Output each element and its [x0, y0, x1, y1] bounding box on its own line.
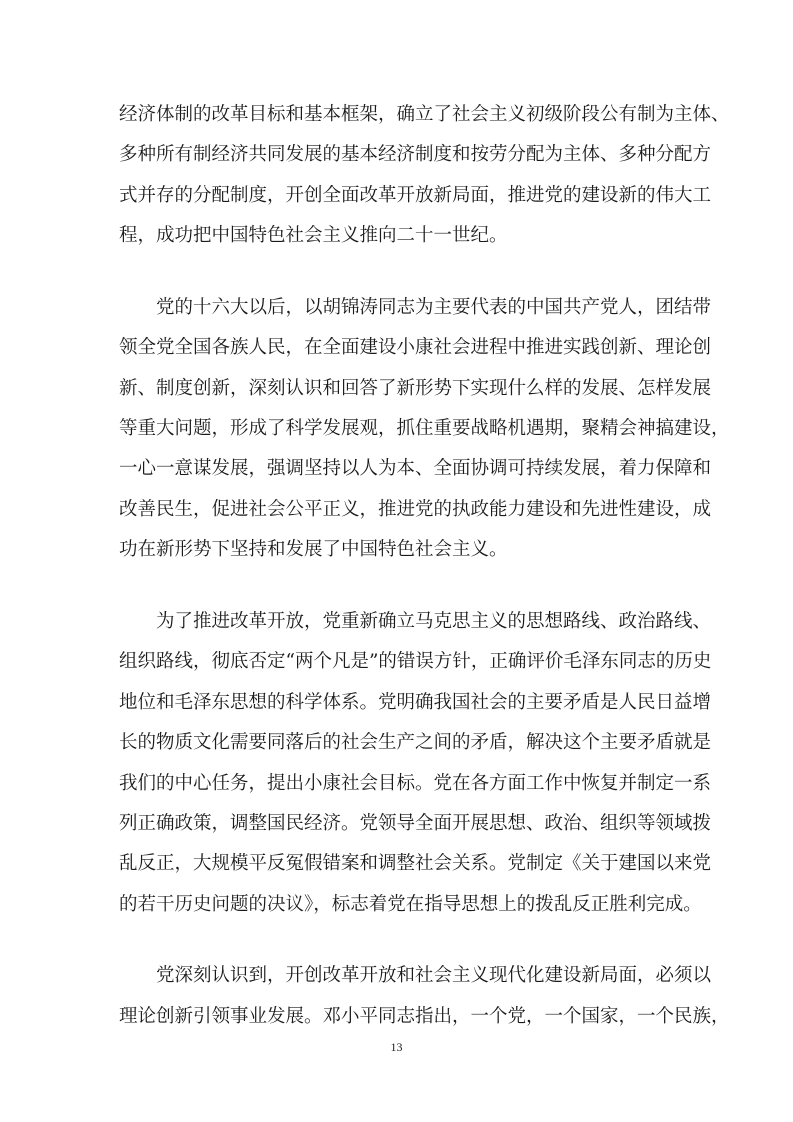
paragraph-4-line-2: 理论创新引领事业发展。邓小平同志指出，一个党，一个国家，一个民族， [119, 1006, 730, 1027]
paragraph-3-line-4: 长的物质文化需要同落后的社会生产之间的矛盾，解决这个主要矛盾就是 [119, 732, 712, 753]
paragraph-1-line-3: 式并存的分配制度，开创全面改革开放新局面，推进党的建设新的伟大工 [119, 185, 712, 206]
paragraph-3-line-2: 组织路线，彻底否定“两个凡是”的错误方针，正确评价毛泽东同志的历史 [119, 651, 712, 672]
paragraph-4-line-1: 党深刻认识到，开创改革开放和社会主义现代化建设新局面，必须以 [156, 965, 712, 986]
paragraph-3-line-6: 列正确政策，调整国民经济。党领导全面开展思想、政治、组织等领域拨 [119, 813, 712, 834]
paragraph-1-line-4: 程，成功把中国特色社会主义推向二十一世纪。 [119, 225, 508, 246]
paragraph-2-line-2: 领全党全国各族人民，在全面建设小康社会进程中推进实践创新、理论创 [119, 337, 712, 358]
paragraph-2-line-6: 改善民生，促进社会公平正义，推进党的执政能力建设和先进性建设，成 [119, 499, 712, 520]
paragraph-3-line-5: 我们的中心任务，提出小康社会目标。党在各方面工作中恢复并制定一系 [119, 773, 712, 794]
paragraph-3-line-3: 地位和毛泽东思想的科学体系。党明确我国社会的主要矛盾是人民日益增 [119, 692, 712, 713]
paragraph-2-line-3: 新、制度创新，深刻认识和回答了新形势下实现什么样的发展、怎样发展 [119, 378, 712, 399]
paragraph-2-line-1: 党的十六大以后，以胡锦涛同志为主要代表的中国共产党人，团结带 [156, 297, 712, 318]
paragraph-1-line-1: 经济体制的改革目标和基本框架，确立了社会主义初级阶段公有制为主体、 [119, 104, 730, 125]
paragraph-3-line-1: 为了推进改革开放，党重新确立马克思主义的思想路线、政治路线、 [156, 611, 712, 632]
paragraph-2-line-7: 功在新形势下坚持和发展了中国特色社会主义。 [119, 539, 508, 560]
paragraph-2-line-4: 等重大问题，形成了科学发展观，抓住重要战略机遇期，聚精会神搞建设， [119, 418, 730, 439]
paragraph-3-line-7: 乱反正，大规模平反冤假错案和调整社会关系。党制定《关于建国以来党 [119, 853, 712, 874]
paragraph-2-line-5: 一心一意谋发展，强调坚持以人为本、全面协调可持续发展，着力保障和 [119, 458, 712, 479]
paragraph-3-line-8: 的若干历史问题的决议》，标志着党在指导思想上的拨乱反正胜利完成。 [119, 894, 702, 915]
paragraph-1-line-2: 多种所有制经济共同发展的基本经济制度和按劳分配为主体、多种分配方 [119, 144, 712, 165]
page-number: 13 [390, 1040, 403, 1054]
